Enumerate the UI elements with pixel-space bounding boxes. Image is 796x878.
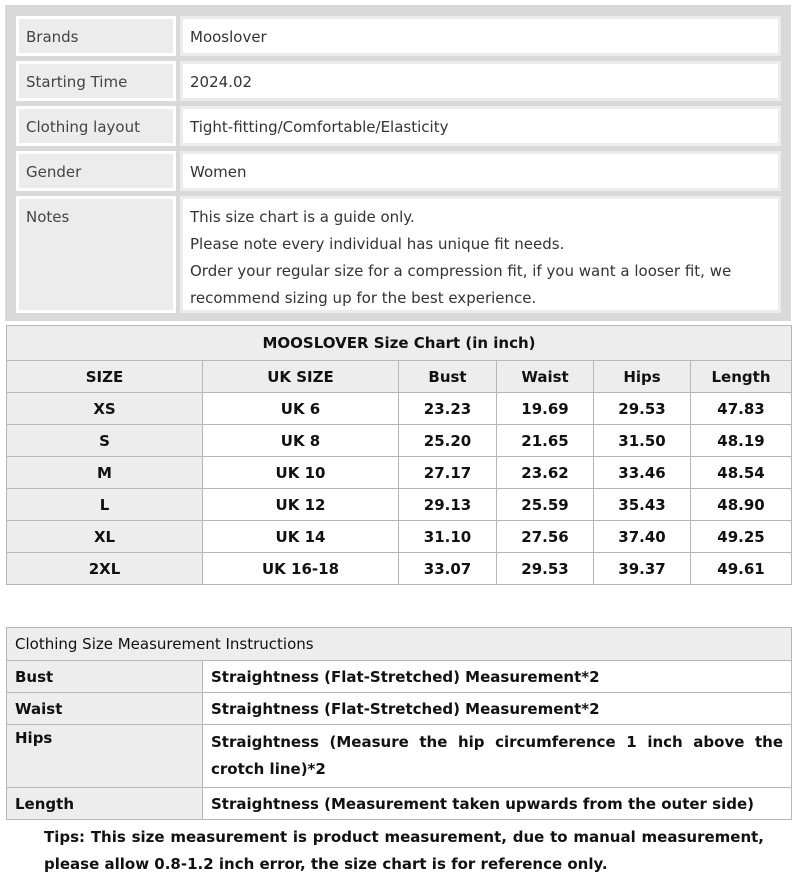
measurement-instructions-table [6,627,792,820]
size-cell: L [7,489,203,521]
size-cell: XL [7,521,203,553]
hips-cell: 37.40 [594,521,691,553]
measurement-label: Bust [7,661,203,693]
notes-value [180,196,781,313]
table-row [7,661,792,693]
length-cell: 47.83 [691,393,792,425]
brands-value: Mooslover [180,16,781,56]
length-cell: 48.90 [691,489,792,521]
table-row [7,457,792,489]
table-row [7,553,792,585]
waist-cell: 29.53 [497,553,594,585]
measurement-method: Straightness (Measure the hip circumference 1 inch above the crotch line)*2 [203,725,792,788]
clothing-layout-value: Tight-fitting/Comfortable/Elasticity [180,106,781,146]
uk-size-cell: UK 14 [203,521,399,553]
table-row [7,425,792,457]
uk-size-cell: UK 6 [203,393,399,425]
length-cell: 49.25 [691,521,792,553]
uk-size-cell: UK 10 [203,457,399,489]
waist-cell: 21.65 [497,425,594,457]
waist-cell: 19.69 [497,393,594,425]
table-row [7,693,792,725]
measurement-method: Straightness (Flat-Stretched) Measurement*2 [203,661,792,693]
table-row [7,788,792,820]
measurement-label: Length [7,788,203,820]
notes-line: Please note every individual has unique fit needs. [190,235,565,253]
notes-label: Notes [16,196,176,313]
length-cell: 48.54 [691,457,792,489]
table-row [7,521,792,553]
bust-cell: 29.13 [399,489,497,521]
waist-cell: 23.62 [497,457,594,489]
header-uk-size: UK SIZE [203,361,399,393]
table-row [7,393,792,425]
notes-line: recommend sizing up for the best experience. [190,289,537,307]
hips-cell: 33.46 [594,457,691,489]
size-chart-title: MOOSLOVER Size Chart (in inch) [7,326,792,361]
header-hips: Hips [594,361,691,393]
waist-cell: 27.56 [497,521,594,553]
waist-cell: 25.59 [497,489,594,521]
clothing-layout-label: Clothing layout [16,106,176,146]
bust-cell: 27.17 [399,457,497,489]
brands-label: Brands [16,16,176,56]
measurement-label: Waist [7,693,203,725]
size-chart-header-row [7,361,792,393]
measurement-method: Straightness (Flat-Stretched) Measurement*2 [203,693,792,725]
starting-time-label: Starting Time [16,61,176,101]
starting-time-value: 2024.02 [180,61,781,101]
product-info-table [5,5,791,321]
notes-line: Order your regular size for a compression fit, if you want a looser fit, we [190,262,732,280]
measurement-title: Clothing Size Measurement Instructions [7,628,792,661]
length-cell: 48.19 [691,425,792,457]
size-cell: S [7,425,203,457]
bust-cell: 31.10 [399,521,497,553]
length-cell: 49.61 [691,553,792,585]
uk-size-cell: UK 12 [203,489,399,521]
header-length: Length [691,361,792,393]
hips-cell: 39.37 [594,553,691,585]
table-row [7,725,792,788]
size-cell: M [7,457,203,489]
measurement-label: Hips [7,725,203,788]
uk-size-cell: UK 8 [203,425,399,457]
gender-value: Women [180,151,781,191]
size-chart-table [6,325,792,585]
header-waist: Waist [497,361,594,393]
bust-cell: 23.23 [399,393,497,425]
bust-cell: 33.07 [399,553,497,585]
gender-label: Gender [16,151,176,191]
hips-cell: 35.43 [594,489,691,521]
header-bust: Bust [399,361,497,393]
hips-cell: 31.50 [594,425,691,457]
table-row [7,489,792,521]
tips-note: Tips: This size measurement is product measurement, due to manual measurement, please allow 0.8-1.2 inch error, the size chart is for reference only. [44,828,764,873]
notes-line: This size chart is a guide only. [190,208,415,226]
size-cell: 2XL [7,553,203,585]
size-cell: XS [7,393,203,425]
hips-cell: 29.53 [594,393,691,425]
bust-cell: 25.20 [399,425,497,457]
header-size: SIZE [7,361,203,393]
uk-size-cell: UK 16-18 [203,553,399,585]
measurement-method: Straightness (Measurement taken upwards from the outer side) [203,788,792,820]
